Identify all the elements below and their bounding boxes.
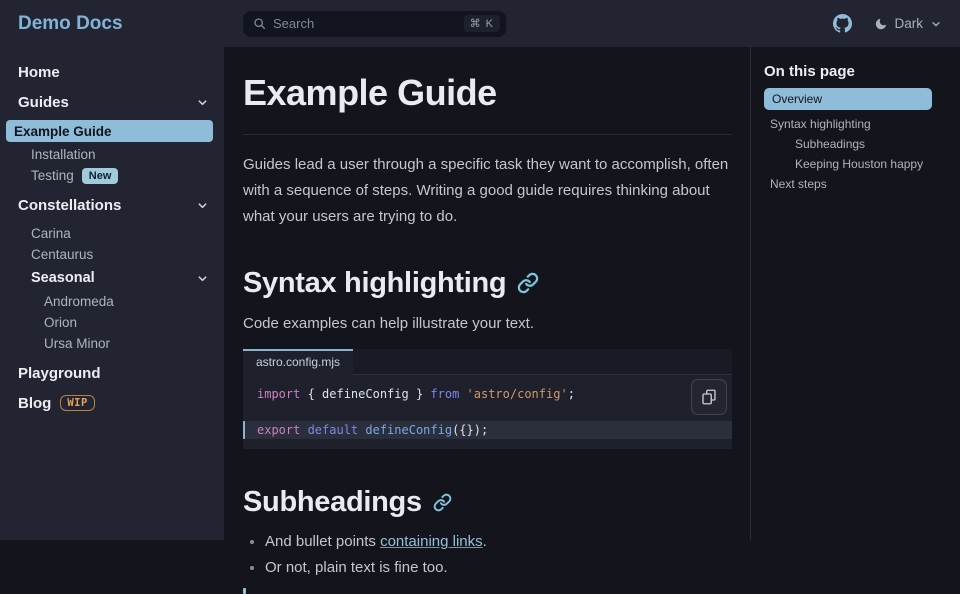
toc-item-next-steps[interactable]: Next steps [770, 177, 827, 191]
aside-top-edge [243, 588, 246, 594]
toc-item-syntax-highlighting[interactable]: Syntax highlighting [770, 117, 871, 131]
list-item: • Or not, plain text is fine too. [265, 559, 732, 576]
code-body [243, 375, 732, 449]
chevron-down-icon [197, 273, 208, 284]
moon-icon [874, 17, 888, 31]
copy-icon [700, 388, 718, 406]
chevron-down-icon [197, 200, 208, 211]
syntax-intro-paragraph: Code examples can help illustrate your text. [243, 314, 534, 332]
code-line-3-highlighted: export default defineConfig({}); [243, 421, 732, 439]
search-placeholder: Search [273, 16, 315, 31]
new-badge: New [82, 168, 119, 184]
on-this-page-panel [750, 47, 960, 540]
copy-code-button[interactable] [691, 379, 727, 415]
sidebar-item-testing[interactable]: Testing New [0, 165, 224, 186]
section-heading-subheadings: Subheadings [243, 486, 732, 519]
chevron-down-icon [197, 97, 208, 108]
toc-item-subheadings[interactable]: Subheadings [795, 137, 866, 151]
anchor-link-icon[interactable] [517, 272, 539, 294]
bullet-list [243, 533, 732, 576]
code-line-1: import { defineConfig } from 'astro/config'; [257, 386, 575, 401]
section-heading-syntax-highlighting: Syntax highlighting [243, 267, 732, 300]
header-actions [833, 14, 941, 33]
anchor-link-icon[interactable] [433, 493, 452, 512]
sidebar-item-andromeda[interactable]: Andromeda [44, 294, 114, 309]
chevron-down-icon [931, 19, 941, 29]
sidebar-group-guides[interactable]: Guides [0, 91, 224, 113]
sidebar-item-ursa-minor[interactable]: Ursa Minor [44, 336, 111, 351]
list-item: • And bullet points containing links. [265, 533, 732, 550]
search-button[interactable] [243, 11, 506, 37]
search-icon [253, 17, 266, 30]
sidebar-item-example-guide[interactable]: Example Guide [6, 120, 213, 142]
toc-title: On this page [764, 63, 855, 80]
containing-links-link[interactable]: containing links [380, 532, 483, 550]
sidebar-item-orion[interactable]: Orion [44, 315, 78, 330]
code-line-2 [243, 403, 732, 421]
intro-paragraph: Guides lead a user through a specific task they want to accomplish, often with a sequence of steps. Writing a good guide requires thinking about what your users are trying to do. [243, 156, 729, 225]
sidebar-item-home[interactable]: Home [18, 63, 60, 81]
sidebar-item-playground[interactable]: Playground [18, 364, 101, 382]
code-tab-bar [243, 349, 732, 375]
sidebar-group-constellations[interactable]: Constellations [0, 194, 224, 216]
toc-item-keeping-houston-happy[interactable]: Keeping Houston happy [795, 157, 924, 171]
search-shortcut: ⌘ K [464, 15, 500, 32]
site-header [0, 0, 960, 47]
sidebar-item-installation[interactable]: Installation [31, 147, 96, 162]
sidebar-item-blog[interactable]: Blog WIP [0, 392, 224, 414]
wip-badge: WIP [60, 395, 94, 411]
theme-select[interactable] [874, 16, 941, 31]
title-divider [243, 134, 732, 135]
sidebar-nav [0, 47, 224, 540]
sidebar-group-seasonal[interactable]: Seasonal [0, 267, 224, 289]
sidebar-item-carina[interactable]: Carina [31, 226, 71, 241]
site-logo[interactable]: Demo Docs [18, 12, 123, 34]
main-content [224, 47, 750, 576]
theme-select-value: Dark [894, 16, 923, 31]
code-tab-astro-config[interactable]: astro.config.mjs [243, 349, 353, 375]
sidebar-item-centaurus[interactable]: Centaurus [31, 247, 94, 262]
toc-item-overview[interactable]: Overview [764, 88, 932, 110]
page-title: Example Guide [243, 72, 497, 113]
code-block [243, 349, 732, 449]
github-icon[interactable] [833, 14, 852, 33]
